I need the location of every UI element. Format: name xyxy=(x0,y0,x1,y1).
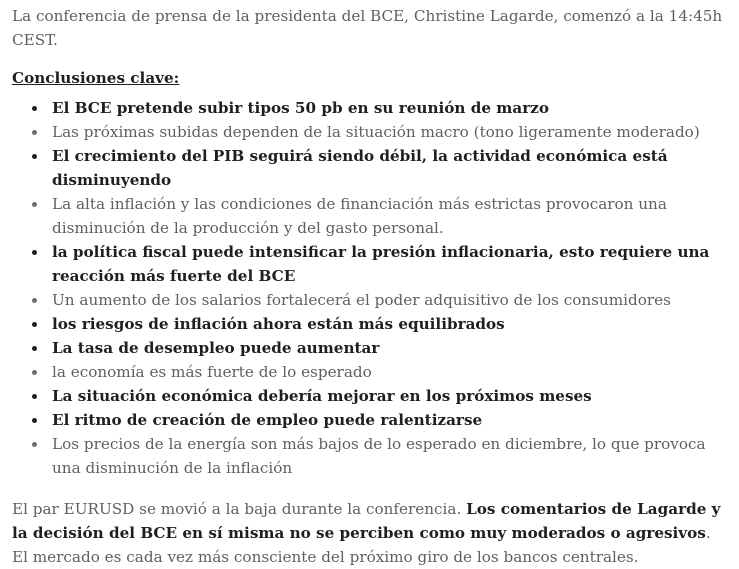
bullet-icon xyxy=(32,370,37,375)
key-conclusion-item xyxy=(52,192,731,240)
bullet-icon xyxy=(32,202,37,207)
key-conclusion-text: Un aumento de los salarios fortalecerá el poder adquisitivo de los consumidores xyxy=(52,291,671,309)
closing-text-start: El par EURUSD se movió a la baja durante la conferencia. xyxy=(12,500,467,518)
key-conclusion-item xyxy=(52,312,731,336)
key-conclusion-text: la economía es más fuerte de lo esperado xyxy=(52,363,372,381)
key-conclusion-item xyxy=(52,96,731,120)
closing-paragraph xyxy=(12,497,731,569)
key-conclusion-text: El crecimiento del PIB seguirá siendo débil, la actividad económica está disminuyendo xyxy=(52,147,668,189)
bullet-icon xyxy=(32,346,37,351)
key-conclusion-item xyxy=(52,408,731,432)
key-conclusion-item xyxy=(52,432,731,480)
key-conclusion-text: La alta inflación y las condiciones de financiación más estrictas provocaron una disminución de la producción y del gasto personal. xyxy=(52,195,667,237)
bullet-icon xyxy=(32,106,37,111)
key-conclusion-text: Las próximas subidas dependen de la situación macro (tono ligeramente moderado) xyxy=(52,123,700,141)
key-conclusion-item xyxy=(52,336,731,360)
key-conclusion-text: La situación económica debería mejorar en los próximos meses xyxy=(52,387,592,405)
bullet-icon xyxy=(32,394,37,399)
bullet-icon xyxy=(32,130,37,135)
key-conclusion-text: la política fiscal puede intensificar la presión inflacionaria, esto requiere una reacción más fuerte del BCE xyxy=(52,243,710,285)
key-conclusion-item xyxy=(52,144,731,192)
key-conclusions-list xyxy=(12,96,731,480)
key-conclusion-item xyxy=(52,360,731,384)
bullet-icon xyxy=(32,418,37,423)
key-conclusion-item xyxy=(52,240,731,288)
key-conclusion-item xyxy=(52,288,731,312)
intro-paragraph: La conferencia de prensa de la presidenta del BCE, Christine Lagarde, comenzó a la 14:45h CEST. xyxy=(12,7,723,49)
bullet-icon xyxy=(32,298,37,303)
key-conclusion-text: Los precios de la energía son más bajos de lo esperado en diciembre, lo que provoca una disminución de la inflación xyxy=(52,435,706,477)
key-conclusion-text: La tasa de desempleo puede aumentar xyxy=(52,339,380,357)
key-conclusions-heading: Conclusiones clave: xyxy=(12,69,180,87)
closing-text-emphasis: Los comentarios de Lagarde y la decisión del BCE en sí misma no se perciben como muy moderados o agresivos xyxy=(12,500,721,542)
key-conclusion-text: El BCE pretende subir tipos 50 pb en su reunión de marzo xyxy=(52,99,549,117)
bullet-icon xyxy=(32,322,37,327)
bullet-icon xyxy=(32,154,37,159)
bullet-icon xyxy=(32,250,37,255)
key-conclusion-item xyxy=(52,384,731,408)
closing-text-end: . El mercado es cada vez más consciente del próximo giro de los bancos centrales. xyxy=(12,524,711,566)
key-conclusion-text: los riesgos de inflación ahora están más equilibrados xyxy=(52,315,505,333)
key-conclusion-text: El ritmo de creación de empleo puede ralentizarse xyxy=(52,411,483,429)
key-conclusion-item xyxy=(52,120,731,144)
bullet-icon xyxy=(32,442,37,447)
